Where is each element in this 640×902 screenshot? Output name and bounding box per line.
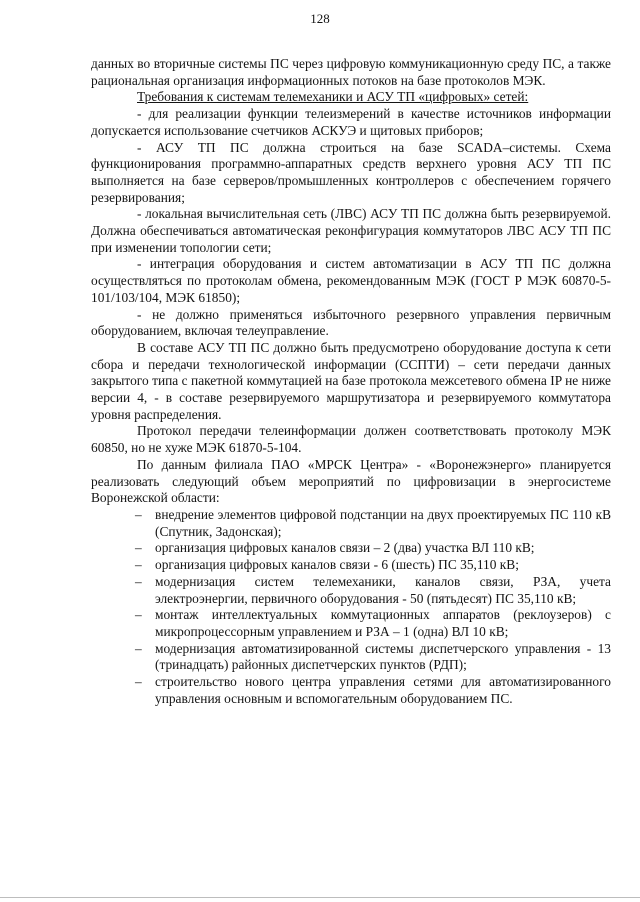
requirement-telemetry: - для реализации функции телеизмерений в качестве источников информации допускается использование счетчиков АСКУЭ и щитовых приборов; [91,106,611,138]
list-item [91,641,611,674]
measures-list [91,507,611,707]
list-item-text: организация цифровых каналов связи - 6 (шесть) ПС 35,110 кВ; [155,557,519,573]
list-item-text: модернизация систем телемеханики, каналов связи, РЗА, учета электроэнергии, первичного оборудования - 50 (пятьдесят) ПС 35,110 кВ; [155,573,611,606]
bullet-dash: – [135,557,142,573]
bullet-dash: – [135,540,142,556]
paragraph-continuation: данных во вторичные системы ПС через цифровую коммуникационную среду ПС, а также рациональная организация информационных потоков на базе протоколов МЭК. [91,56,611,88]
document-body [91,56,611,707]
paragraph-protocol: Протокол передачи телеинформации должен соответствовать протоколу МЭК 60850, но не хуже МЭК 61870-5-104. [91,423,611,456]
bullet-dash: – [135,607,142,623]
bullet-dash: – [135,573,142,589]
requirement-scada: - АСУ ТП ПС должна строиться на базе SCADA–системы. Схема функционирования программно-аппаратных средств верхнего уровня АСУ ТП ПС выполняется на базе серверов/промышленных контроллеров с обеспечением горячего резервирования; [91,139,611,205]
list-item [91,607,611,640]
list-item [91,540,611,557]
list-item-text: монтаж интеллектуальных коммутационных аппаратов (реклоузеров) с микропроцессорным управлением и РЗА – 1 (одна) ВЛ 10 кВ; [155,607,611,639]
requirement-protocols: - интеграция оборудования и систем автоматизации в АСУ ТП ПС должна осуществляться по протоколам обмена, рекомендованным МЭК (ГОСТ Р МЭК 60870-5-101/103/104, МЭК 61850); [91,256,611,305]
list-item-text: организация цифровых каналов связи – 2 (два) участка ВЛ 110 кВ; [155,540,535,556]
bullet-dash: – [135,506,142,522]
list-item [91,557,611,574]
page-number: 128 [310,11,330,26]
list-item-text: строительство нового центра управления сетями для автоматизированного управления основным и вспомогательным оборудованием ПС. [155,674,611,706]
requirement-no-redundancy: - не должно применяться избыточного резервного управления первичным оборудованием, включая телеуправление. [91,306,611,339]
paragraph-plans-intro: По данным филиала ПАО «МРСК Центра» - «Воронежэнерго» планируется реализовать следующий объем мероприятий по цифровизации в энергосистеме Воронежской области: [91,456,611,506]
requirement-lan: - локальная вычислительная сеть (ЛВС) АСУ ТП ПС должна быть резервируемой. Должна обеспечиваться автоматическая реконфигурация коммутаторов ЛВС АСУ ТП ПС при изменении топологии сети; [91,206,611,255]
list-item-text: модернизация автоматизированной системы диспетчерского управления - 13 (тринадцать) районных диспетчерских пунктов (РДП); [155,640,611,673]
bullet-dash: – [135,640,142,656]
section-heading: Требования к системам телемеханики и АСУ ТП «цифровых» сетей: [137,89,529,105]
list-item-text: внедрение элементов цифровой подстанции на двух проектируемых ПС 110 кВ (Спутник, Задонская); [155,506,611,539]
paragraph-sspti: В составе АСУ ТП ПС должно быть предусмотрено оборудование доступа к сети сбора и передачи технологической информации (ССПТИ) – сети передачи данных закрытого типа с пакетной коммутацией на базе протокола межсетевого обмена IP не ниже версии 4, - в составе резервируемого маршрутизатора и резервируемого коммутатора уровня распределения. [91,339,611,422]
list-item [91,507,611,540]
scan-bottom-edge [0,897,640,898]
bullet-dash: – [135,674,142,690]
list-item [91,674,611,707]
list-item [91,574,611,607]
